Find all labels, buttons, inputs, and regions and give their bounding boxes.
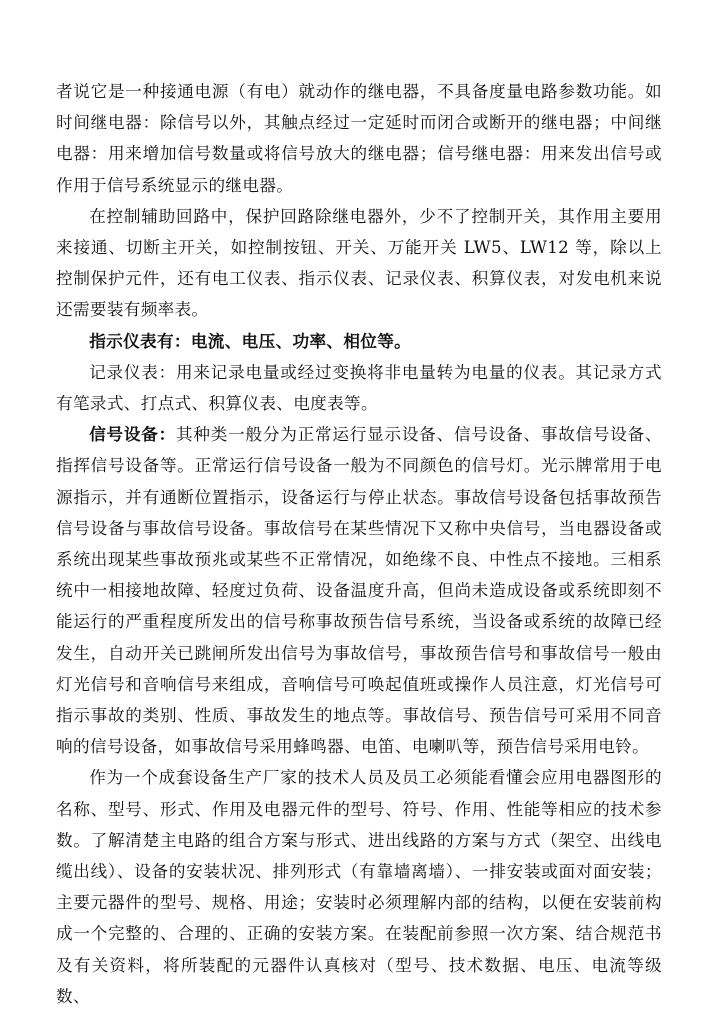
paragraph-heading: 信号设备： bbox=[89, 424, 177, 445]
paragraph-text: 作为一个成套设备生产厂家的技术人员及员工必须能看懂会应用电器图形的名称、型号、形式、作用及电器元件的型号、符号、作用、性能等相应的技术参数。了解清楚主电路的组合方案与形式、进出线路的方案与方式（架空、出线电缆出线）、设备的安装状况、排列形式（有靠墙离墙）、一排安装或面对面安装；主要元器件的型号、规格、用途；安装时必须理解内部的结构，以便在安装前构成一个完整的、合理的、正确的安装方案。在装配前参照一次方案、结合规范书及有关资料，将所装配的元器件认真核对（型号、技术数据、电压、电流等级数、 bbox=[56, 768, 662, 1006]
paragraph-recording-instruments bbox=[56, 357, 662, 419]
paragraph-control-circuit bbox=[56, 201, 662, 326]
paragraph-indicating-instruments bbox=[56, 326, 662, 357]
body-text bbox=[56, 76, 662, 1012]
paragraph-text: 者说它是一种接通电源（有电）就动作的继电器，不具备度量电路参数功能。如时间继电器：除信号以外，其触点经过一定延时而闭合或断开的继电器；中间继电器：用来增加信号数量或将信号放大的继电器；信号继电器：用来发出信号或作用于信号系统显示的继电器。 bbox=[56, 82, 662, 195]
paragraph-signal-equipment bbox=[56, 419, 662, 762]
paragraph-text: 在控制辅助回路中，保护回路除继电器外，少不了控制开关，其作用主要用来接通、切断主开关，如控制按钮、开关、万能开关 LW5、LW12 等，除以上控制保护元件，还有电工仪表、指示仪表、记录仪表、积算仪表，对发电机来说还需要装有频率表。 bbox=[56, 206, 662, 320]
paragraph-heading: 指示仪表有：电流、电压、功率、相位等。 bbox=[89, 330, 412, 351]
paragraph-text: 其种类一般分为正常运行显示设备、信号设备、事故信号设备、指挥信号设备等。正常运行信号设备一般为不同颜色的信号灯。光示牌常用于电源指示，并有通断位置指示，设备运行与停止状态。事故信号设备包括事故预告信号设备与事故信号设备。事故信号在某些情况下又称中央信号，当电器设备或系统出现某些事故预兆或某些不正常情况，如绝缘不良、中性点不接地。三相系统中一相接地故障、轻度过负荷、设备温度升高，但尚未造成设备或系统即刻不能运行的严重程度所发出的信号称事故预告信号系统，当设备或系统的故障已经发生，自动开关已跳闸所发出信号为事故信号，事故预告信号和事故信号一般由灯光信号和音响信号来组成，音响信号可唤起值班或操作人员注意，灯光信号可指示事故的类别、性质、事故发生的地点等。事故信号、预告信号可采用不同音响的信号设备，如事故信号采用蜂鸣器、电笛、电喇叭等，预告信号采用电铃。 bbox=[56, 425, 662, 757]
paragraph-relay-definitions bbox=[56, 76, 662, 201]
paragraph-technical-staff bbox=[56, 762, 662, 1012]
paragraph-text: 记录仪表：用来记录电量或经过变换将非电量转为电量的仪表。其记录方式有笔录式、打点式、积算仪表、电度表等。 bbox=[56, 362, 662, 414]
